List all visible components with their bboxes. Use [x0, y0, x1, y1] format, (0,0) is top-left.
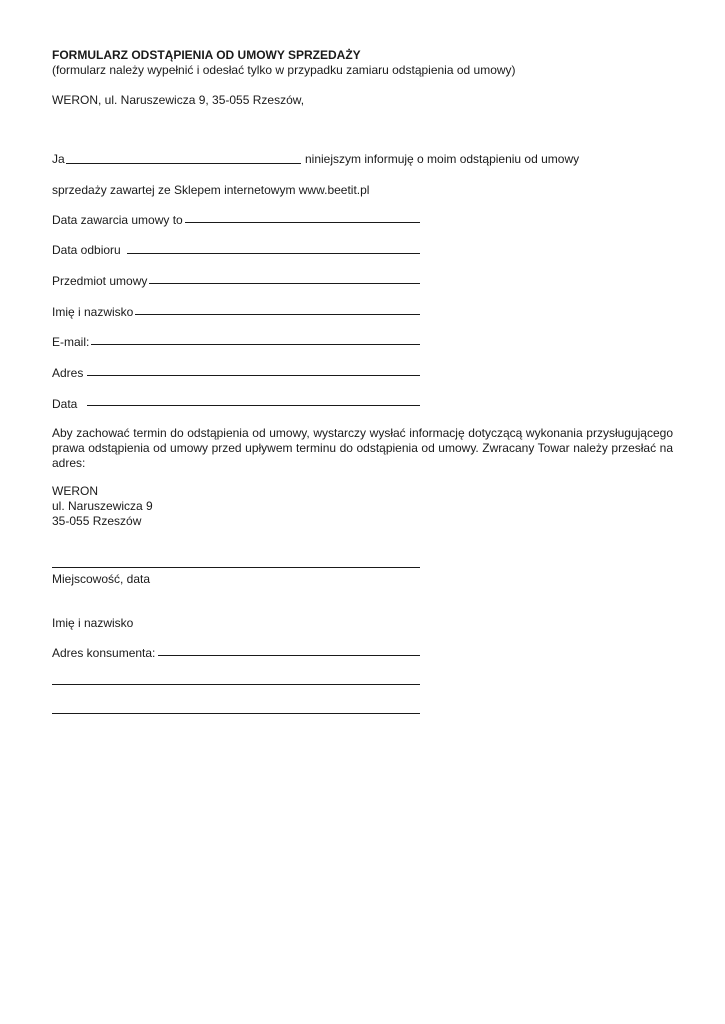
return-instruction: Aby zachować termin do odstąpienia od umowy, wystarczy wysłać informację dotyczącą wykonania przysługującego prawa odstąpienia od umowy przed upływem terminu do odstąpienia od umowy. Zwracany Towar należy przesłać na adres: [52, 426, 673, 470]
full-name-input-line[interactable] [135, 314, 420, 315]
field-label-full-name: Imię i nazwisko [52, 305, 134, 319]
statement-line2: sprzedaży zawartej ze Sklepem internetowym www.beetit.pl [52, 183, 370, 197]
email-input-line[interactable] [91, 344, 420, 345]
field-label-subject: Przedmiot umowy [52, 274, 148, 288]
return-address-line-2: ul. Naruszewicza 9 [52, 499, 153, 513]
form-subtitle: (formularz należy wypełnić i odesłać tylko w przypadku zamiaru odstąpienia od umowy) [52, 63, 516, 77]
statement-prefix: Ja [52, 152, 65, 166]
return-address-line-3: 35-055 Rzeszów [52, 514, 142, 528]
signature-name-label: Imię i nazwisko [52, 616, 134, 630]
place-date-label: Miejscowość, data [52, 572, 151, 586]
field-label-contract-date: Data zawarcia umowy to [52, 213, 183, 227]
return-address-line-1: WERON [52, 484, 98, 498]
address-input-line[interactable] [87, 375, 420, 376]
consumer-name-input-line[interactable] [66, 163, 301, 164]
field-label-date: Data [52, 397, 78, 411]
date-input-line[interactable] [87, 405, 420, 406]
consumer-address-input-line-2[interactable] [52, 684, 420, 685]
consumer-address-input-line-1[interactable] [158, 655, 420, 656]
field-label-address: Adres [52, 366, 84, 380]
field-label-receipt-date: Data odbioru [52, 243, 121, 257]
form-title: FORMULARZ ODSTĄPIENIA OD UMOWY SPRZEDAŻY [52, 48, 361, 62]
contract-date-input-line[interactable] [185, 222, 420, 223]
recipient-address: WERON, ul. Naruszewicza 9, 35-055 Rzeszów, [52, 93, 305, 107]
statement-suffix: niniejszym informuję o moim odstąpieniu od umowy [305, 152, 580, 166]
subject-input-line[interactable] [149, 283, 420, 284]
field-label-email: E-mail: [52, 335, 90, 349]
consumer-address-label: Adres konsumenta: [52, 646, 156, 660]
receipt-date-input-line[interactable] [127, 253, 420, 254]
place-date-input-line[interactable] [52, 567, 420, 568]
consumer-address-input-line-3[interactable] [52, 713, 420, 714]
